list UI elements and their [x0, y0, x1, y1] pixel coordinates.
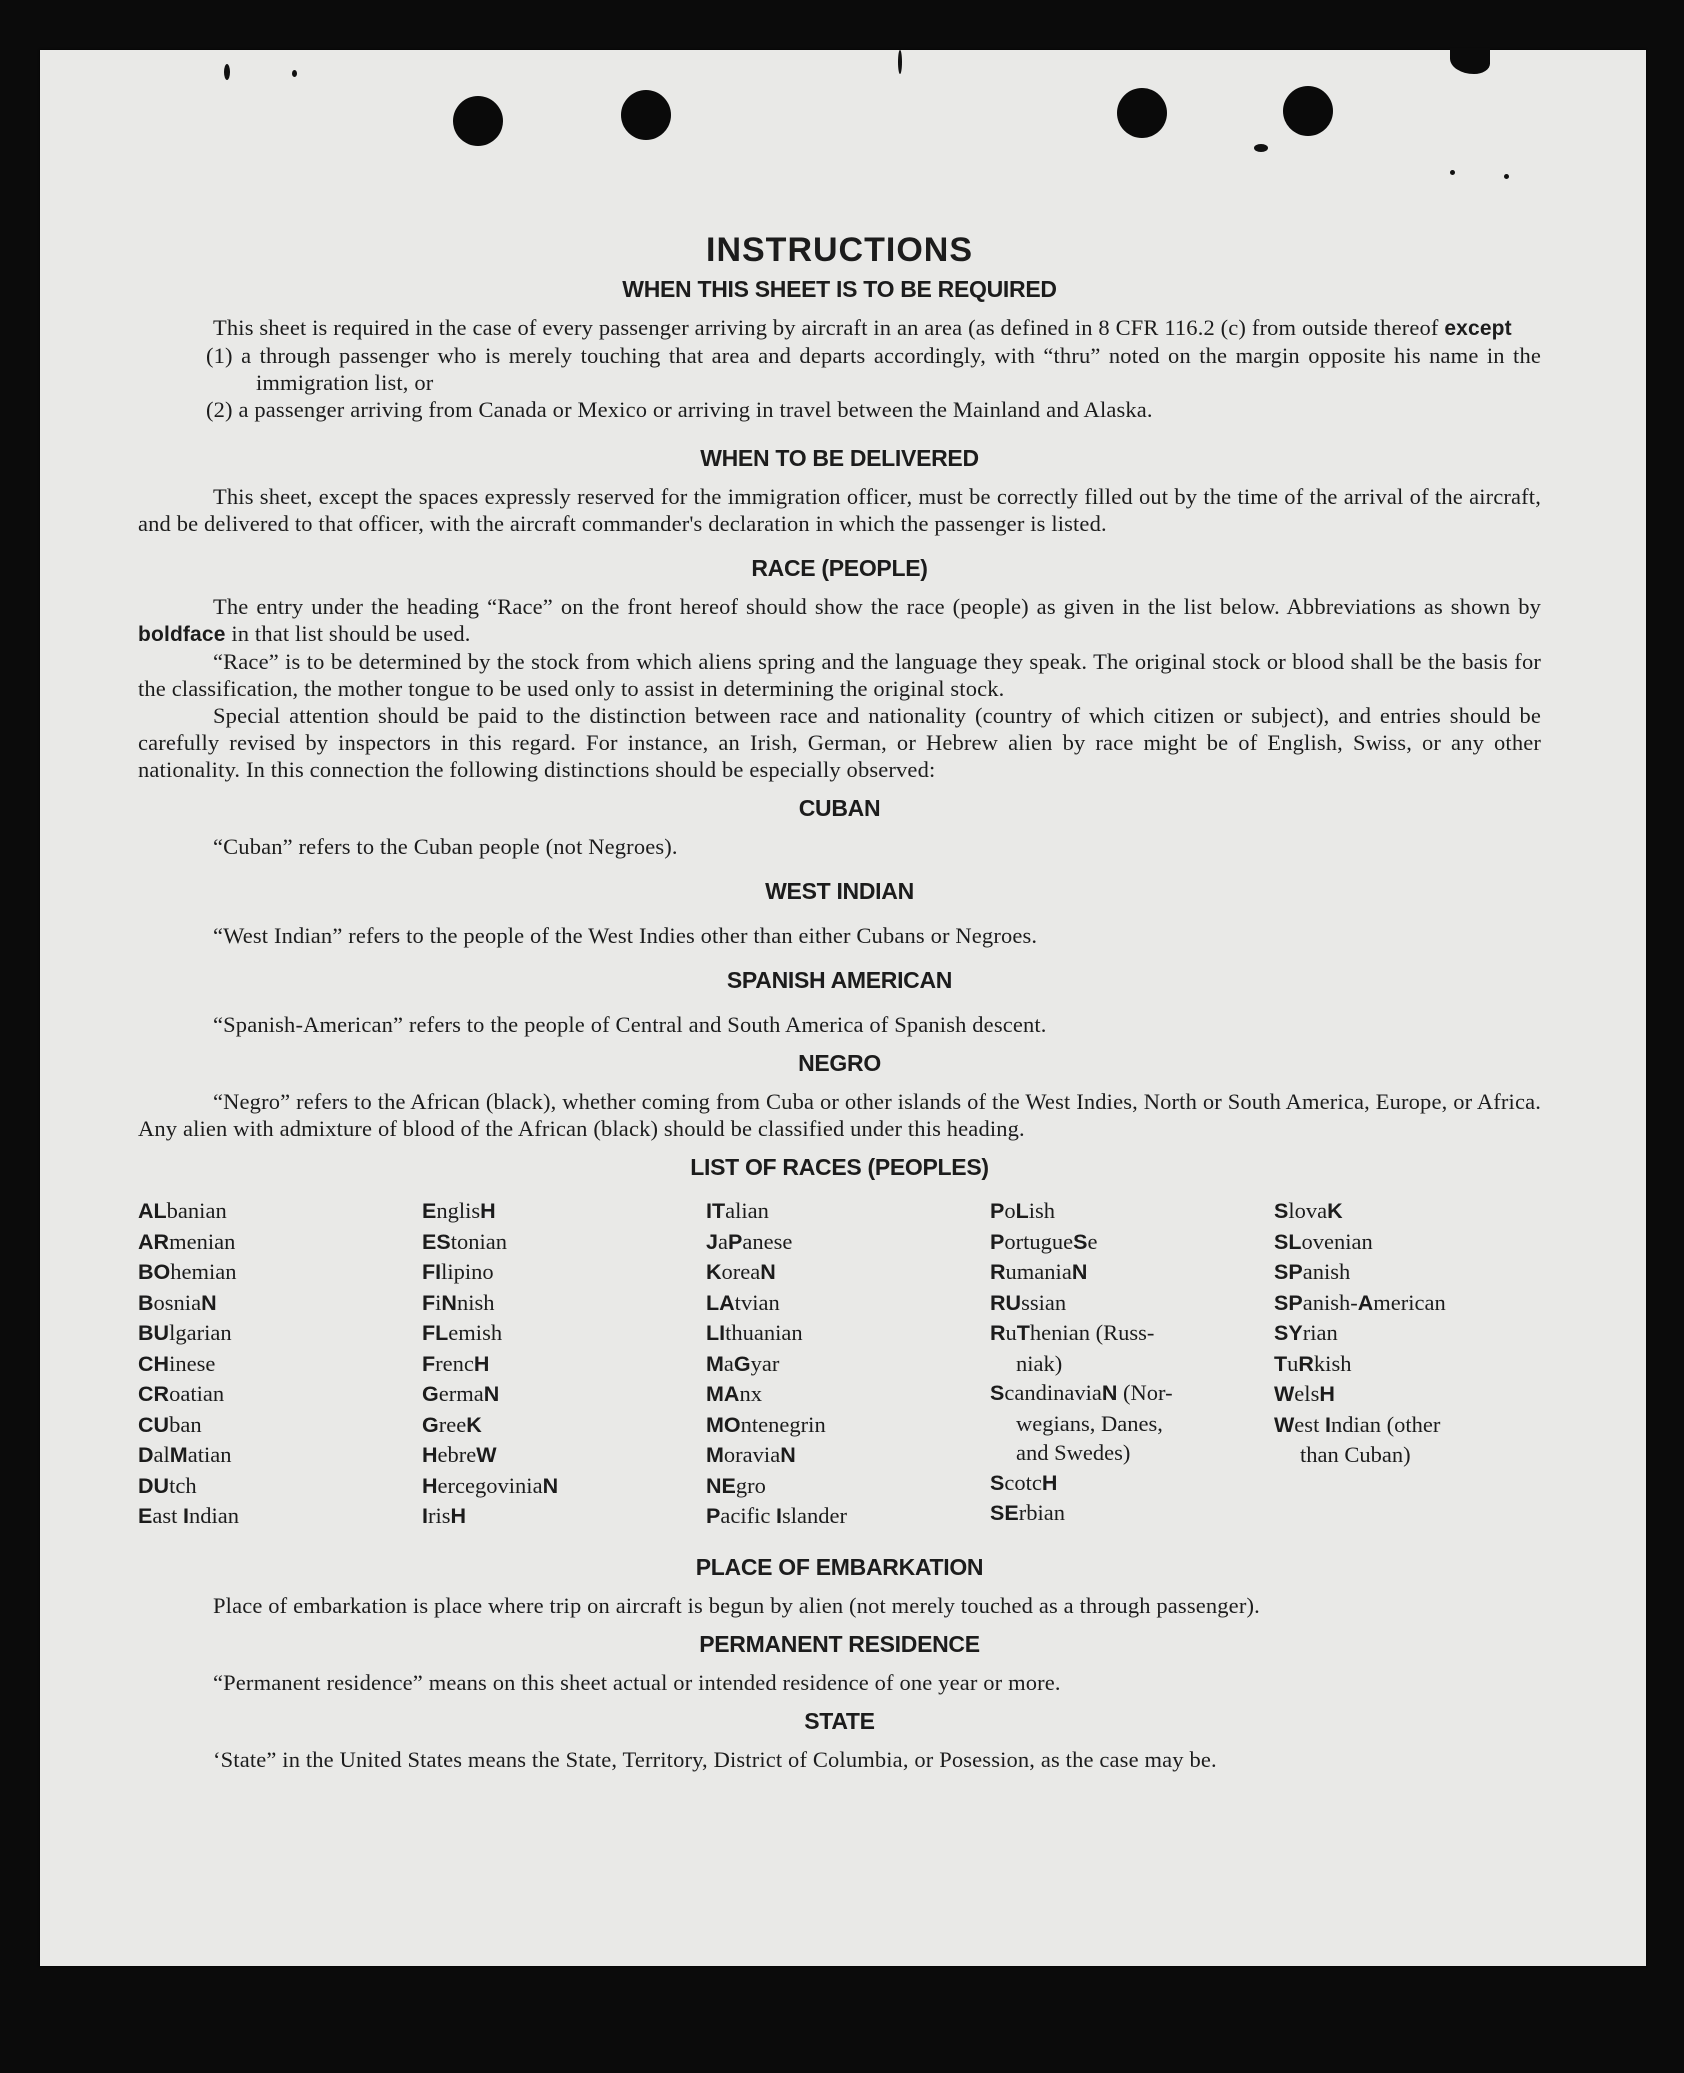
race-entry: BOhemian	[138, 1259, 237, 1284]
instructions-content	[138, 175, 1541, 1773]
race-entry: SErbian	[990, 1500, 1065, 1525]
race-entry: BUlgarian	[138, 1320, 232, 1345]
race-entry: GermaN	[422, 1381, 500, 1406]
race-entry-continuation: wegians, Danes,	[1016, 1410, 1163, 1436]
race-entry-continuation: than Cuban)	[1300, 1442, 1411, 1467]
race-entry: DalMatian	[138, 1442, 232, 1467]
race-entry: CUban	[138, 1411, 202, 1437]
spanish-american-text: “Spanish-American” refers to the people of Central and South America of Spanish descent.	[213, 1012, 1047, 1037]
race-column	[990, 1196, 1274, 1532]
ink-speck	[224, 64, 230, 80]
section-heading-spanish-american: SPANISH AMERICAN	[726, 967, 953, 993]
west-indian-text: “West Indian” refers to the people of the West Indies other than either Cubans or Negroes.	[213, 923, 1038, 948]
race-entry: MAnx	[706, 1381, 762, 1406]
section-heading-residence: PERMANENT RESIDENCE	[699, 1630, 980, 1657]
race-entry: ScandinaviaN (Nor-	[990, 1380, 1173, 1405]
punch-hole	[1283, 86, 1333, 136]
race-list-grid	[138, 1196, 1541, 1532]
race-entry: CHinese	[138, 1350, 216, 1376]
state-text: ‘State” in the United States means the State, Territory, District of Columbia, or Posession, as the case may be.	[213, 1746, 1217, 1772]
embarkation-text: Place of embarkation is place where trip on aircraft is begun by alien (not merely touched as a through passenger).	[213, 1592, 1260, 1618]
race-entry: KoreaN	[706, 1259, 776, 1284]
race-entry: ITalian	[706, 1198, 769, 1223]
race-paragraph-3: Special attention should be paid to the distinction between race and nationality (country of which citizen or subject), and entries should be carefully revised by inspectors in this regard. For instance, an Irish, German, or Hebrew alien by race might be of English, Swiss, or any other nationality. In this connection the following distinctions should be especially observed:	[138, 703, 1541, 782]
section-heading-west-indian: WEST INDIAN	[765, 878, 914, 904]
race-entry: West Indian (other	[1274, 1411, 1441, 1437]
race-entry: ARmenian	[138, 1228, 236, 1254]
race-entry: GreeK	[422, 1411, 482, 1437]
required-intro	[138, 314, 1541, 342]
race-entry: ScotcH	[990, 1469, 1058, 1495]
race-paragraph-2: “Race” is to be determined by the stock from which aliens spring and the language they speak. The original stock or blood shall be the basis for the classification, the mother tongue to be used only to assist in determining the original stock.	[138, 649, 1541, 701]
race-entry: HebreW	[422, 1442, 497, 1467]
torn-corner	[1450, 48, 1490, 74]
race-entry: RUssian	[990, 1289, 1067, 1315]
race-entry: WelsH	[1274, 1381, 1335, 1406]
section-heading-negro: NEGRO	[798, 1050, 881, 1076]
punch-hole	[453, 96, 503, 146]
race-entry: SPanish	[1274, 1259, 1351, 1284]
race-entry: TuRkish	[1274, 1350, 1352, 1376]
race-entry: IrisH	[422, 1503, 467, 1528]
race-entry: PortugueSe	[990, 1228, 1098, 1254]
race-entry: FiNnish	[422, 1289, 495, 1315]
race-entry: SPanish-American	[1274, 1289, 1446, 1315]
race-entry: EStonian	[422, 1228, 507, 1254]
section-heading-required: WHEN THIS SHEET IS TO BE REQUIRED	[622, 276, 1057, 302]
section-heading-delivered: WHEN TO BE DELIVERED	[700, 445, 979, 471]
race-entry: MoraviaN	[706, 1442, 796, 1467]
race-entry: ALbanian	[138, 1198, 227, 1223]
race-p1-text-end: in that list should be used.	[225, 621, 471, 646]
race-entry: FrencH	[422, 1350, 490, 1376]
race-entry: SLovenian	[1274, 1228, 1373, 1254]
page-title: INSTRUCTIONS	[706, 231, 973, 269]
race-entry: EnglisH	[422, 1198, 496, 1223]
race-entry: FIlipino	[422, 1259, 494, 1284]
required-item-2: (2) a passenger arriving from Canada or Mexico or arriving in travel between the Mainland and Alaska.	[206, 397, 1153, 422]
race-entry: SlovaK	[1274, 1198, 1343, 1223]
race-entry-continuation: niak)	[1016, 1350, 1063, 1376]
race-column	[1274, 1196, 1541, 1532]
race-p1-text: The entry under the heading “Race” on the front hereof should show the race (people) as given in the list below. Abbreviations as shown by	[213, 594, 1541, 619]
race-entry: CRoatian	[138, 1381, 225, 1406]
race-entry: Pacific Islander	[706, 1503, 848, 1528]
section-heading-embarkation: PLACE OF EMBARKATION	[695, 1553, 984, 1580]
section-heading-race: RACE (PEOPLE)	[751, 555, 928, 581]
punch-hole	[621, 90, 671, 140]
negro-text: “Negro” refers to the African (black), whether coming from Cuba or other islands of the West Indies, North or South America, Europe, or Africa. Any alien with admixture of blood of the African (black) should be classified under this heading.	[138, 1089, 1541, 1141]
race-entry: LAtvian	[706, 1289, 780, 1315]
required-intro-text: This sheet is required in the case of every passenger arriving by aircraft in an area (as defined in 8 CFR 116.2 (c) from outside thereof	[213, 315, 1445, 340]
section-heading-state: STATE	[804, 1707, 875, 1734]
race-entry: SYrian	[1274, 1320, 1338, 1345]
race-entry-continuation: and Swedes)	[1016, 1440, 1131, 1465]
race-entry: DUtch	[138, 1472, 197, 1498]
race-entry: FLemish	[422, 1320, 503, 1345]
required-item-1: (1) a through passenger who is merely touching that area and departs accordingly, with “thru” noted on the margin opposite his name in the immigration list, or	[206, 343, 1541, 395]
required-intro-except: except	[1444, 317, 1512, 340]
ink-speck	[898, 50, 902, 74]
race-entry: PoLish	[990, 1198, 1056, 1223]
race-entry: HercegoviniaN	[422, 1472, 559, 1498]
race-p1-boldface: boldface	[138, 623, 226, 646]
race-entry: NEgro	[706, 1472, 766, 1498]
race-entry: RumaniaN	[990, 1259, 1088, 1284]
race-entry: MOntenegrin	[706, 1411, 826, 1437]
race-column	[138, 1196, 422, 1532]
race-entry: RuThenian (Russ-	[990, 1320, 1155, 1345]
ink-speck	[1254, 144, 1268, 152]
race-entry: JaPanese	[706, 1228, 793, 1254]
race-column	[422, 1196, 706, 1532]
race-entry: BosniaN	[138, 1289, 217, 1315]
delivered-text: This sheet, except the spaces expressly reserved for the immigration officer, must be correctly filled out by the time of the arrival of the aircraft, and be delivered to that officer, with the aircraft commander's declaration in which the passenger is listed.	[138, 484, 1541, 536]
race-column	[706, 1196, 990, 1532]
race-paragraph-1	[138, 593, 1541, 648]
cuban-text: “Cuban” refers to the Cuban people (not Negroes).	[213, 834, 678, 859]
race-entry: East Indian	[138, 1503, 239, 1528]
ink-speck	[292, 70, 297, 77]
race-entry: LIthuanian	[706, 1320, 803, 1345]
punch-hole	[1117, 88, 1167, 138]
section-heading-cuban: CUBAN	[798, 795, 881, 821]
race-entry: MaGyar	[706, 1350, 780, 1376]
residence-text: “Permanent residence” means on this sheet actual or intended residence of one year or more.	[213, 1669, 1061, 1695]
document-sheet	[40, 50, 1646, 1966]
section-heading-list-of-races: LIST OF RACES (PEOPLES)	[690, 1154, 989, 1180]
